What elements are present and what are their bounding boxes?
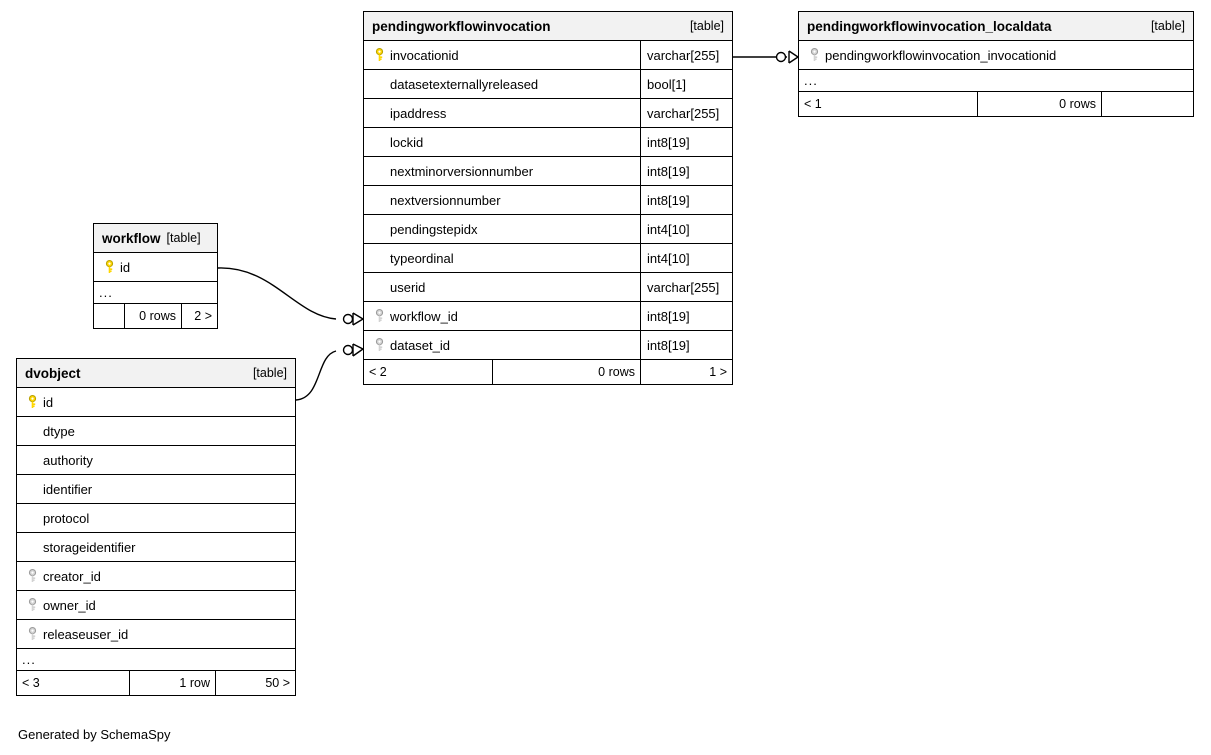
column-name-cell (17, 446, 295, 474)
more-columns-indicator: ... (17, 649, 295, 671)
table-title: dvobject (25, 365, 81, 381)
primary-key-icon (25, 395, 39, 409)
column-name-cell (364, 331, 640, 359)
table-row[interactable] (17, 504, 295, 533)
foreign-key-icon (25, 627, 39, 641)
column-name-cell (17, 620, 295, 648)
table-row[interactable] (17, 533, 295, 562)
foreign-key-icon (25, 598, 39, 612)
column-name-cell (17, 475, 295, 503)
column-type: int8[19] (640, 186, 732, 214)
footer-parents-count: < 2 (369, 365, 387, 379)
column-type: int4[10] (640, 244, 732, 272)
table-row[interactable] (17, 475, 295, 504)
foreign-key-icon (372, 309, 386, 323)
table-row[interactable] (17, 620, 295, 649)
footer-children-count: 1 > (640, 360, 732, 384)
table-title: pendingworkflowinvocation_localdata (807, 18, 1052, 34)
table-kind-label: [table] (166, 231, 201, 245)
table-row[interactable] (17, 446, 295, 475)
footer-row-count: 0 rows (124, 304, 181, 328)
column-name-cell (364, 99, 640, 127)
table-row[interactable] (17, 417, 295, 446)
table-header (17, 359, 295, 388)
table-footer (17, 671, 295, 695)
footer-parents-count: < 1 (804, 97, 822, 111)
column-name: typeordinal (390, 250, 454, 266)
column-type: varchar[255] (640, 273, 732, 301)
table-row[interactable] (364, 41, 732, 70)
column-type: varchar[255] (640, 41, 732, 69)
table-row[interactable] (17, 591, 295, 620)
table-kind-label: [table] (1150, 19, 1185, 33)
table-row[interactable] (799, 41, 1193, 70)
column-name-cell (17, 417, 295, 445)
footer-row-count: 1 row (129, 671, 215, 695)
table-pendingworkflowinvocation_localdata[interactable] (798, 11, 1194, 117)
column-type: bool[1] (640, 70, 732, 98)
table-row[interactable] (364, 186, 732, 215)
table-title: pendingworkflowinvocation (372, 18, 551, 34)
foreign-key-icon (25, 569, 39, 583)
column-name: id (120, 259, 131, 275)
column-name-cell (364, 70, 640, 98)
table-row[interactable] (364, 128, 732, 157)
table-pendingworkflowinvocation[interactable] (363, 11, 733, 385)
column-name: lockid (390, 134, 424, 150)
column-name-cell (364, 302, 640, 330)
column-name: nextminorversionnumber (390, 163, 534, 179)
foreign-key-icon (807, 48, 821, 62)
table-row[interactable] (364, 99, 732, 128)
table-row[interactable] (17, 388, 295, 417)
column-name-cell (364, 128, 640, 156)
table-header (364, 12, 732, 41)
column-type: varchar[255] (640, 99, 732, 127)
column-name: workflow_id (390, 308, 458, 324)
column-name: dtype (43, 423, 75, 439)
table-footer (799, 92, 1193, 116)
footer-parents-count (94, 304, 124, 328)
column-name: releaseuser_id (43, 626, 129, 642)
column-name-cell (94, 253, 217, 281)
column-name: ipaddress (390, 105, 447, 121)
footer-parents-count: < 3 (22, 676, 40, 690)
table-title: workflow (102, 230, 161, 246)
column-name: protocol (43, 510, 90, 526)
column-name-cell (364, 273, 640, 301)
column-name-cell (364, 157, 640, 185)
more-columns-indicator: ... (799, 70, 1193, 92)
footer-row-count: 0 rows (492, 360, 640, 384)
diagram-caption: Generated by SchemaSpy (18, 727, 171, 742)
column-name: owner_id (43, 597, 96, 613)
column-name: id (43, 394, 54, 410)
column-name: identifier (43, 481, 93, 497)
column-name-cell (17, 591, 295, 619)
column-name: authority (43, 452, 93, 468)
table-row[interactable] (364, 302, 732, 331)
column-name: creator_id (43, 568, 101, 584)
table-kind-label: [table] (689, 19, 724, 33)
table-kind-label: [table] (252, 366, 287, 380)
column-type: int8[19] (640, 128, 732, 156)
table-row[interactable] (364, 157, 732, 186)
table-row[interactable] (17, 562, 295, 591)
column-name: datasetexternallyreleased (390, 76, 539, 92)
table-row[interactable] (364, 331, 732, 360)
column-type: int8[19] (640, 331, 732, 359)
table-footer (94, 304, 217, 328)
column-name-cell (364, 41, 640, 69)
foreign-key-icon (372, 338, 386, 352)
more-columns-indicator: ... (94, 282, 217, 304)
column-type: int4[10] (640, 215, 732, 243)
column-name-cell (364, 244, 640, 272)
table-row[interactable] (364, 215, 732, 244)
primary-key-icon (372, 48, 386, 62)
column-name: nextversionnumber (390, 192, 501, 208)
column-name-cell (17, 533, 295, 561)
table-footer (364, 360, 732, 384)
table-row[interactable] (364, 273, 732, 302)
column-name-cell (17, 562, 295, 590)
table-row[interactable] (364, 70, 732, 99)
table-dvobject[interactable] (16, 358, 296, 696)
column-name: pendingstepidx (390, 221, 478, 237)
table-header (799, 12, 1193, 41)
table-workflow[interactable] (93, 223, 218, 329)
table-header (94, 224, 217, 253)
footer-children-count: 50 > (215, 671, 295, 695)
column-name-cell (799, 41, 1193, 69)
column-name: userid (390, 279, 426, 295)
footer-children-count: 2 > (181, 304, 217, 328)
column-name: invocationid (390, 47, 459, 63)
table-row[interactable] (364, 244, 732, 273)
column-name-cell (17, 504, 295, 532)
column-name: dataset_id (390, 337, 450, 353)
primary-key-icon (102, 260, 116, 274)
column-name: storageidentifier (43, 539, 136, 555)
column-type: int8[19] (640, 302, 732, 330)
column-name-cell (364, 215, 640, 243)
column-name: pendingworkflowinvocation_invocationid (825, 47, 1057, 63)
footer-children-count (1101, 92, 1193, 116)
footer-row-count: 0 rows (977, 92, 1101, 116)
column-type: int8[19] (640, 157, 732, 185)
column-name-cell (364, 186, 640, 214)
column-name-cell (17, 388, 295, 416)
table-row[interactable] (94, 253, 217, 282)
